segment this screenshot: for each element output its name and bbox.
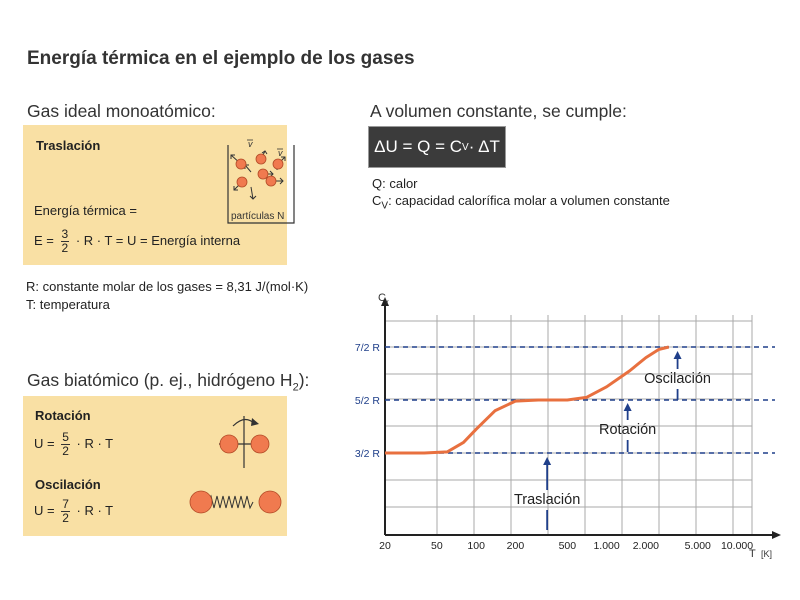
x-tick-label: 100 (467, 540, 485, 552)
fraction-denominator: 2 (61, 241, 69, 255)
diatomic-heading-sub: 2 (292, 381, 299, 394)
diatomic-heading (27, 370, 309, 394)
volume-heading: A volumen constante, se cumple: (370, 101, 627, 121)
cv-prefix: C (372, 193, 382, 208)
oscillation-fraction-num: 7 (62, 497, 69, 511)
oscillating-molecule-icon (188, 484, 283, 520)
rotation-formula-right: · R · T (76, 435, 114, 451)
rotation-title: Rotación (35, 408, 91, 423)
x-axis-label: T (749, 548, 756, 560)
mono-formula (34, 228, 240, 255)
mono-box-title: Traslación (36, 138, 101, 153)
heat-definition: Q: calor (372, 176, 418, 191)
heat-capacity-chart (340, 280, 800, 580)
oscillation-formula (34, 498, 113, 525)
diatomic-heading-end: ): (298, 370, 310, 390)
diatomic-heading-text: Gas biatómico (p. ej., hidrógeno H (27, 370, 293, 390)
formula-a: ΔU = Q = C (374, 137, 463, 156)
x-tick-label: 200 (506, 540, 525, 552)
x-tick-label: 10.000 (720, 540, 754, 552)
x-axis-unit: [K] (761, 549, 773, 559)
particle-container-diagram (201, 137, 301, 227)
rotation-formula-left: U = (34, 435, 55, 451)
x-tick-label: 2.000 (632, 540, 660, 552)
cv-sub: V (381, 200, 389, 212)
rotation-fraction-den: 2 (62, 444, 69, 458)
gas-constant-text: R: constante molar de los gases = 8,31 J/(mol·K) (26, 279, 309, 294)
mono-heading: Gas ideal monoatómico: (27, 101, 216, 121)
oscillation-title: Oscilación (35, 477, 101, 492)
diatomic-panel (23, 396, 287, 536)
annotation-arrowhead (543, 457, 551, 465)
phase-annotation: Rotación (599, 422, 657, 438)
oscillation-fraction (61, 498, 70, 525)
x-tick-label: 50 (431, 540, 443, 552)
cv-definition (372, 193, 670, 212)
formula-sub: V (462, 141, 469, 153)
cv-text: : capacidad calorífica molar a volumen constante (388, 193, 670, 208)
mono-panel (23, 125, 287, 265)
fraction-numerator: 3 (61, 227, 69, 241)
annotation-arrowhead (674, 351, 682, 359)
temperature-text: T: temperatura (26, 297, 110, 312)
y-axis-label: C (378, 292, 386, 304)
particles-label: partículas N (231, 211, 285, 222)
x-tick-label: 500 (558, 540, 577, 552)
phase-annotation: Traslación (513, 492, 581, 508)
internal-energy-label: Energía interna (151, 232, 241, 248)
x-tick-label: 1.000 (593, 540, 620, 552)
rotation-formula (34, 431, 113, 458)
formula-left: E = (34, 232, 54, 248)
y-tick-label: 5/2 R (354, 395, 380, 407)
oscillation-formula-right: · R · T (76, 502, 114, 518)
rotation-fraction (61, 431, 70, 458)
x-tick-label: 20 (379, 540, 391, 552)
oscillation-formula-left: U = (34, 502, 55, 518)
rotation-fraction-num: 5 (62, 430, 69, 444)
thermal-energy-label: Energía térmica = (34, 203, 137, 218)
y-tick-label: 3/2 R (354, 448, 380, 460)
formula-b: · ΔT (468, 137, 500, 156)
velocity-label: v (278, 148, 283, 158)
fraction (61, 228, 70, 255)
x-axis-arrow (772, 531, 781, 539)
rotating-molecule-icon (203, 404, 283, 469)
formula-right: · R · T = U = (75, 232, 148, 248)
y-axis-label-sub: v (385, 299, 389, 306)
page-title: Energía térmica en el ejemplo de los gases (27, 48, 415, 69)
y-tick-label: 7/2 R (354, 342, 380, 354)
velocity-label: v (248, 139, 253, 149)
annotation-arrowhead (624, 403, 632, 411)
oscillation-fraction-den: 2 (62, 511, 69, 525)
phase-annotation: Oscilación (644, 371, 712, 387)
internal-energy-formula-box (368, 126, 506, 168)
x-tick-label: 5.000 (684, 540, 711, 552)
